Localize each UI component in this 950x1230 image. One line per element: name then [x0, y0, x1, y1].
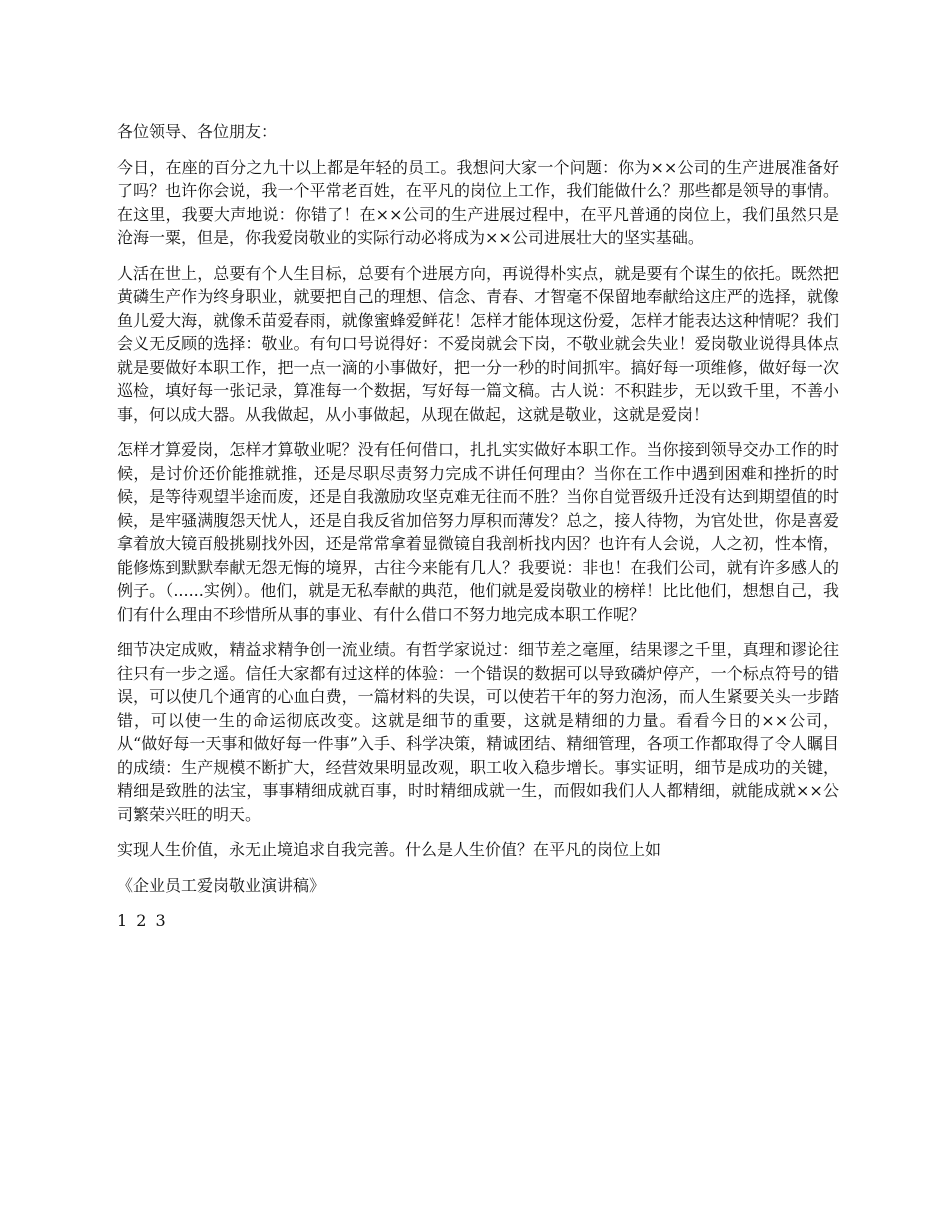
- paragraph-2: 人活在世上，总要有个人生目标，总要有个进展方向，再说得朴实点，就是要有个谋生的依托。既然把黄磷生产作为终身职业，就要把自己的理想、信念、青春、才智毫不保留地奉献给这庄严的选择，就像鱼儿爱大海，就像禾苗爱春雨，就像蜜蜂爱鲜花！怎样才能体现这份爱，怎样才能表达这种情呢？我们会义无反顾的选择：敬业。有句口号说得好：不爱岗就会下岗，不敬业就会失业！爱岗敬业说得具体点就是要做好本职工作，把一点一滴的小事做好，把一分一秒的时间抓牢。搞好每一项维修，做好每一次巡检，填好每一张记录，算准每一个数据，写好每一篇文稿。古人说：不积跬步，无以致千里，不善小事，何以成大器。从我做起，从小事做起，从现在做起，这就是敬业，这就是爱岗！: [117, 263, 839, 424]
- paragraph-1: 今日，在座的百分之九十以上都是年轻的员工。我想问大家一个问题：你为××公司的生产进展准备好了吗？也许你会说，我一个平常老百姓，在平凡的岗位上工作，我们能做什么？那些都是领导的事情。在这里，我要大声地说：你错了！在××公司的生产进展过程中，在平凡普通的岗位上，我们虽然只是沧海一粟，但是，你我爱岗敬业的实际行动必将成为××公司进展壮大的坚实基础。: [117, 157, 839, 247]
- salutation: 各位领导、各位朋友：: [117, 122, 278, 141]
- document-title: 《企业员工爱岗敬业演讲稿》: [117, 875, 326, 895]
- paragraph-3: 怎样才算爱岗，怎样才算敬业呢？没有任何借口，扎扎实实做好本职工作。当你接到领导交办工作的时候，是讨价还价能推就推，还是尽职尽责努力完成不讲任何理由？当你在工作中遇到困难和挫折的时候，是等待观望半途而废，还是自我激励攻坚克难无往而不胜？当你自觉晋级升迁没有达到期望值的时候，是牢骚满腹怨天忧人，还是自我反省加倍努力厚积而薄发？总之，接人待物，为官处世，你是喜爱拿着放大镜百般挑剔找外因，还是常常拿着显微镜自我剖析找内因？也许有人会说，人之初，性本惰，能修炼到默默奉献无怨无悔的境界，古往今来能有几人？我要说：非也！在我们公司，就有许多感人的例子。（......实例）。他们，就是无私奉献的典范，他们就是爱岗敬业的榜样！比比他们，想想自己，我们有什么理由不珍惜所从事的事业、有什么借口不努力地完成本职工作呢？: [117, 440, 839, 624]
- paragraph-5: 实现人生价值，永无止境追求自我完善。什么是人生价值？在平凡的岗位上如: [117, 840, 662, 859]
- page-numbers[interactable]: 1 2 3: [117, 911, 168, 930]
- paragraph-4: 细节决定成败，精益求精争创一流业绩。有哲学家说过：细节差之毫厘，结果谬之千里，真理和谬论往往只有一步之遥。信任大家都有过这样的体验：一个错误的数据可以导致磷炉停产，一个标点符号的错误，可以使几个通宵的心血白费，一篇材料的失误，可以使若干年的努力泡汤，而人生紧要关头一步踏错，可以使一生的命运彻底改变。这就是细节的重要，这就是精细的力量。看看今日的××公司，从“做好每一天事和做好每一件事”入手、科学决策，精诚团结、精细管理，各项工作都取得了令人瞩目的成绩：生产规模不断扩大，经营效果明显改观，职工收入稳步增长。事实证明，细节是成功的关键，精细是致胜的法宝，事事精细成就百事，时时精细成就一生，而假如我们人人都精细，就能成就××公司繁荣兴旺的明天。: [117, 640, 839, 824]
- document-body: [117, 120, 839, 933]
